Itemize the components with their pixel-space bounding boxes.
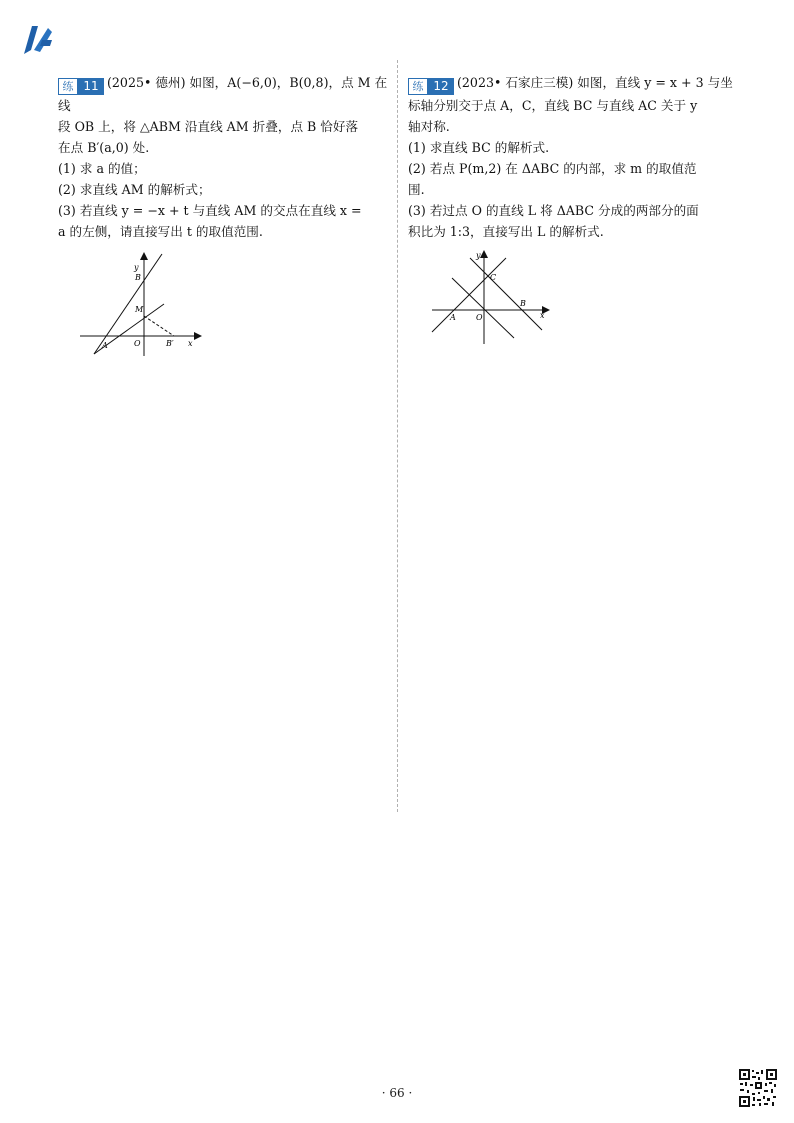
problem-11-line-1 (58, 72, 396, 116)
problem-11-tag (58, 78, 104, 95)
label-b: B (520, 299, 526, 308)
line-ab (94, 254, 162, 354)
problem-11-number: 11 (78, 78, 104, 95)
page-number: · 66 · (381, 1086, 413, 1100)
label-x: x (540, 311, 545, 320)
problem-12-number: 12 (428, 78, 454, 95)
label-y: y (476, 251, 481, 260)
problem-12-line-4: (1) 求直线 BC 的解析式. (408, 140, 550, 155)
problem-12-line-1 (408, 72, 746, 95)
problem-12-line-5: (2) 若点 P(m,2) 在 ΔABC 的内部，求 m 的取值范 (408, 161, 697, 176)
problem-12 (408, 72, 746, 350)
label-bprime: B′ (166, 339, 174, 348)
problem-11-figure (78, 250, 208, 358)
label-b: B (135, 273, 141, 282)
problem-11-line-7: a 的左侧，请直接写出 t 的取值范围. (58, 224, 263, 239)
problem-11 (58, 72, 396, 358)
label-a: A (102, 341, 108, 350)
problem-12-line-2: 标轴分别交于点 A，C，直线 BC 与直线 AC 关于 y (408, 98, 698, 113)
segment-m-bprime (144, 316, 174, 336)
problem-11-line-2: 段 OB 上，将 △ABM 沿直线 AM 折叠，点 B 恰好落 (58, 119, 359, 134)
problem-12-line-3: 轴对称. (408, 119, 450, 134)
label-x: x (188, 339, 193, 348)
problem-12-figure (430, 250, 555, 350)
problem-11-line-6: (3) 若直线 y = −x + t 与直线 AM 的交点在直线 x = (58, 203, 362, 218)
label-y: y (134, 263, 139, 272)
publisher-logo-icon (20, 20, 54, 56)
label-c: C (490, 273, 497, 282)
qr-code-icon (738, 1068, 778, 1108)
problem-12-text-1: (2023• 石家庄三模) 如图，直线 y = x + 3 与坐 (457, 75, 733, 90)
label-o: O (134, 339, 141, 348)
problem-12-line-6: 围. (408, 182, 425, 197)
label-o: O (476, 313, 483, 322)
problem-12-line-8: 积比为 1:3，直接写出 L 的解析式. (408, 224, 604, 239)
problem-12-line-7: (3) 若过点 O 的直线 L 将 ΔABC 分成的两部分的面 (408, 203, 699, 218)
label-m: M (135, 305, 144, 314)
problem-12-tag-label: 练 (408, 78, 428, 95)
column-divider (397, 60, 398, 812)
problem-11-tag-label: 练 (58, 78, 78, 95)
problem-11-line-3: 在点 B′(a,0) 处. (58, 140, 150, 155)
problem-11-line-5: (2) 求直线 AM 的解析式； (58, 182, 211, 197)
problem-11-line-4: (1) 求 a 的值； (58, 161, 146, 176)
label-a: A (450, 313, 456, 322)
problem-11-text-1: (2025• 德州) 如图，A(−6,0)，B(0,8)，点 M 在线 (58, 75, 388, 113)
problem-12-tag (408, 78, 454, 95)
line-through-o (452, 278, 514, 338)
